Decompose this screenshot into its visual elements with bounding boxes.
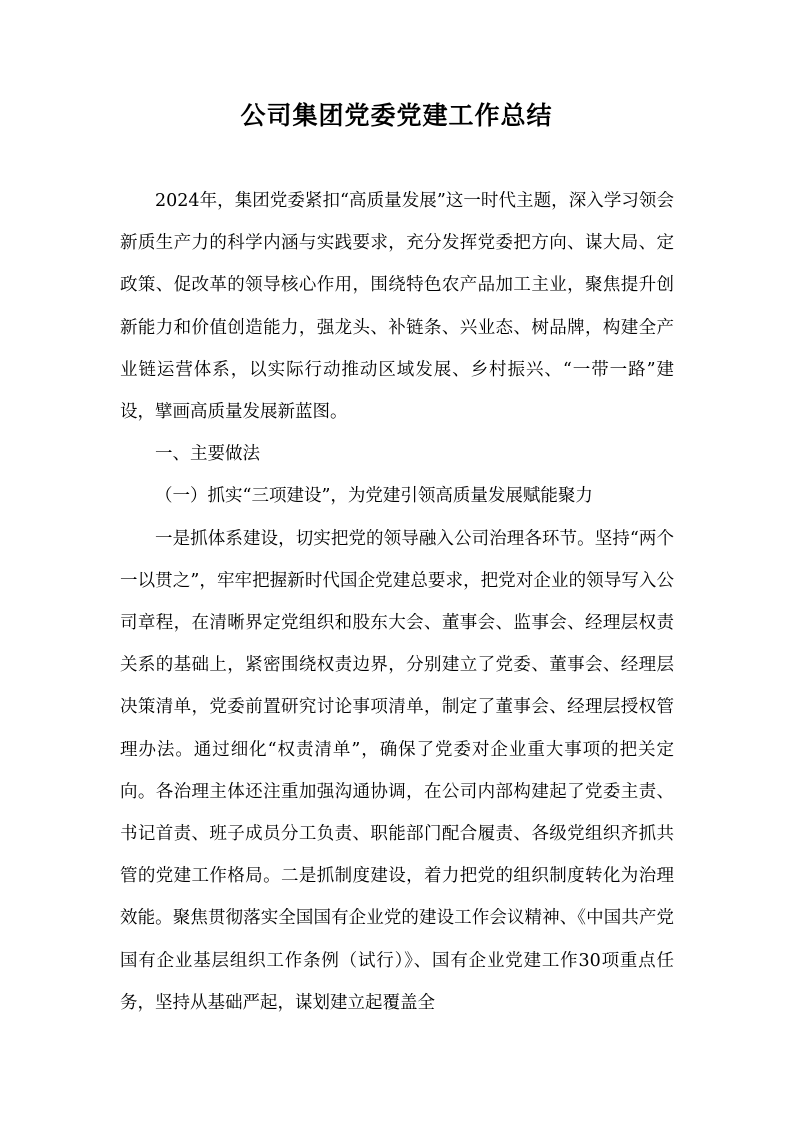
document-title: 公司集团党委党建工作总结 <box>240 101 553 130</box>
body-paragraph: 一是抓体系建设，切实把党的领导融入公司治理各环节。坚持“两个一以贯之”，牢牢把握新时代国企党建总要求，把党对企业的领导写入公司章程，在清晰界定党组织和股东大会、董事会、监事会、经理层权责关系的基础上，紧密围绕权责边界，分别建立了党委、董事会、经理层决策清单，党委前置研究讨论事项清单，制定了董事会、经理层授权管理办法。通过细化“权责清单”，确保了党委对企业重大事项的把关定向。各治理主体还注重加强沟通协调，在公司内部构建起了党委主责、书记首责、班子成员分工负责、职能部门配合履责、各级党组织齐抓共管的党建工作格局。二是抓制度建设，着力把党的组织制度转化为治理效能。聚焦贯彻落实全国国有企业党的建设工作会议精神、《中国共产党国有企业基层组织工作条例（试行）》、国有企业党建工作30项重点任务，坚持从基础严起，谋划建立起覆盖全 <box>120 528 674 1013</box>
intro-paragraph: 2024年，集团党委紧扣“高质量发展”这一时代主题，深入学习领会新质生产力的科学内涵与实践要求，充分发挥党委把方向、谋大局、定政策、促改革的领导核心作用，围绕特色农产品加工主业，聚焦提升创新能力和价值创造能力，强龙头、补链条、兴业态、树品牌，构建全产业链运营体系，以实际行动推动区域发展、乡村振兴、“一带一路”建设，擘画高质量发展新蓝图。 <box>120 191 674 423</box>
subsection-heading: （一）抓实“三项建设”，为党建引领高质量发展赋能聚力 <box>155 486 593 507</box>
document-body <box>120 180 674 1024</box>
section-heading: 一、主要做法 <box>155 444 260 465</box>
